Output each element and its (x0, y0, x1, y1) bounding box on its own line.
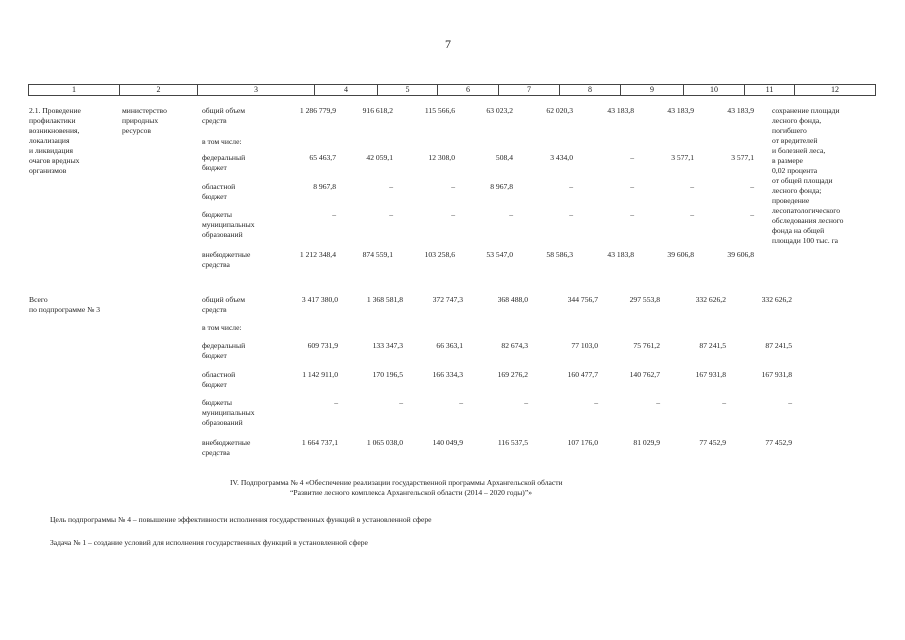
value-cell: – (451, 182, 455, 191)
value-cell: 8 967,8 (490, 182, 513, 191)
value-cell: 332 626,2 (695, 295, 726, 304)
value-cell: 107 176,0 (567, 438, 598, 447)
value-cell: 77 103,0 (571, 341, 598, 350)
header-col-3: 3 (198, 85, 315, 95)
value-cell: 167 931,8 (761, 370, 792, 379)
header-col-10: 10 (684, 85, 745, 95)
value-cell: – (389, 182, 393, 191)
header-col-11: 11 (745, 85, 795, 95)
value-cell: 609 731,9 (307, 341, 338, 350)
header-col-1: 1 (29, 85, 120, 95)
value-cell: 58 586,3 (546, 250, 573, 259)
row-label: внебюджетные средства (202, 438, 251, 457)
row-label: федеральный бюджет (202, 341, 246, 360)
value-cell: 1 664 737,1 (301, 438, 338, 447)
value-cell: – (569, 210, 573, 219)
total-label: Всего по подпрограмме № 3 (29, 295, 101, 314)
value-cell: 63 023,2 (486, 106, 513, 115)
row-label: областной бюджет (202, 370, 236, 389)
value-cell: 53 547,0 (486, 250, 513, 259)
value-cell: 3 577,1 (671, 153, 694, 162)
value-cell: 43 183,8 (607, 250, 634, 259)
value-cell: – (459, 398, 463, 407)
value-cell: 332 626,2 (761, 295, 792, 304)
value-cell: 160 477,7 (567, 370, 598, 379)
value-cell: 169 276,2 (497, 370, 528, 379)
value-cell: 39 606,8 (727, 250, 754, 259)
value-cell: 66 363,1 (436, 341, 463, 350)
row-label: в том числе: (202, 323, 242, 332)
row-label: бюджеты муниципальных образований (202, 398, 255, 427)
value-cell: 62 020,3 (546, 106, 573, 115)
value-cell: 133 347,3 (372, 341, 403, 350)
value-cell: 140 049,9 (432, 438, 463, 447)
header-col-7: 7 (499, 85, 560, 95)
value-cell: 87 241,5 (699, 341, 726, 350)
value-cell: 167 931,8 (695, 370, 726, 379)
row-label: общий объем средств (202, 106, 246, 125)
value-cell: – (569, 182, 573, 191)
value-cell: – (750, 210, 754, 219)
row-label: внебюджетные средства (202, 250, 251, 269)
value-cell: 916 618,2 (362, 106, 393, 115)
value-cell: 1 368 581,8 (366, 295, 403, 304)
value-cell: 140 762,7 (629, 370, 660, 379)
header-col-12: 12 (831, 85, 839, 94)
value-cell: – (630, 210, 634, 219)
value-cell: – (656, 398, 660, 407)
header-col-5: 5 (378, 85, 438, 95)
value-cell: 42 059,1 (366, 153, 393, 162)
value-cell: 43 183,8 (607, 106, 634, 115)
row-label: в том числе: (202, 137, 242, 146)
value-cell: – (788, 398, 792, 407)
value-cell: 1 065 038,0 (366, 438, 403, 447)
activity-name: 2.1. Проведение профилактики возникновения, локализация и ликвидация очагов вредных организмов (29, 106, 81, 175)
value-cell: 372 747,3 (432, 295, 463, 304)
value-cell: 81 029,9 (633, 438, 660, 447)
value-cell: 43 183,9 (667, 106, 694, 115)
value-cell: – (524, 398, 528, 407)
header-col-9: 9 (621, 85, 684, 95)
value-cell: – (690, 182, 694, 191)
value-cell: – (690, 210, 694, 219)
value-cell: 368 488,0 (497, 295, 528, 304)
value-cell: – (750, 182, 754, 191)
row-label: бюджеты муниципальных образований (202, 210, 255, 239)
value-cell: – (509, 210, 513, 219)
value-cell: – (594, 398, 598, 407)
task-text: Задача № 1 – создание условий для исполнения государственных функций в установленной сфере (50, 538, 368, 547)
table-header-row (28, 84, 876, 96)
value-cell: 77 452,9 (699, 438, 726, 447)
row-label: общий объем средств (202, 295, 246, 314)
value-cell: 874 559,1 (362, 250, 393, 259)
value-cell: 39 606,8 (667, 250, 694, 259)
goal-text: Цель подпрограммы № 4 – повышение эффективности исполнения государственных функций в установленной сфере (50, 515, 432, 524)
value-cell: 75 761,2 (633, 341, 660, 350)
value-cell: – (389, 210, 393, 219)
page-number: 7 (445, 37, 451, 51)
section-title-line1: IV. Подпрограмма № 4 «Обеспечение реализации государственной программы Архангельской области (230, 478, 563, 487)
value-cell: 1 212 348,4 (299, 250, 336, 259)
value-cell: – (334, 398, 338, 407)
value-cell: 43 183,9 (727, 106, 754, 115)
value-cell: – (630, 182, 634, 191)
value-cell: 65 463,7 (309, 153, 336, 162)
value-cell: 1 142 911,0 (302, 370, 338, 379)
header-col-8: 8 (560, 85, 621, 95)
value-cell: – (630, 153, 634, 162)
value-cell: 3 577,1 (731, 153, 754, 162)
header-col-2: 2 (120, 85, 198, 95)
value-cell: 116 537,5 (497, 438, 528, 447)
executor-name: министерство природных ресурсов (122, 106, 167, 135)
header-col-6: 6 (438, 85, 499, 95)
value-cell: – (332, 210, 336, 219)
value-cell: 1 286 779,9 (299, 106, 336, 115)
value-cell: 3 434,0 (550, 153, 573, 162)
value-cell: 166 334,3 (432, 370, 463, 379)
row-label: областной бюджет (202, 182, 236, 201)
header-col-4: 4 (315, 85, 378, 95)
value-cell: 3 417 380,0 (301, 295, 338, 304)
row-label: федеральный бюджет (202, 153, 246, 172)
value-cell: 77 452,9 (765, 438, 792, 447)
value-cell: 8 967,8 (313, 182, 336, 191)
value-cell: 115 566,6 (424, 106, 455, 115)
value-cell: 297 553,8 (629, 295, 660, 304)
value-cell: 12 308,0 (428, 153, 455, 162)
value-cell: – (451, 210, 455, 219)
value-cell: 344 756,7 (567, 295, 598, 304)
section-title-line2: “Развитие лесного комплекса Архангельской области (2014 – 2020 годы)”» (290, 488, 533, 497)
value-cell: 508,4 (495, 153, 513, 162)
expected-result: сохранение площади лесного фонда, погибшего от вредителей и болезней леса, в размере 0,02 процента от общей площади лесного фонда; проведение лесопатологического обследования лесного фонда на общей площади 100 тыс. га (772, 106, 844, 245)
value-cell: – (722, 398, 726, 407)
value-cell: 103 258,6 (424, 250, 455, 259)
value-cell: 82 674,3 (501, 341, 528, 350)
value-cell: 87 241,5 (765, 341, 792, 350)
value-cell: – (399, 398, 403, 407)
value-cell: 170 196,5 (372, 370, 403, 379)
